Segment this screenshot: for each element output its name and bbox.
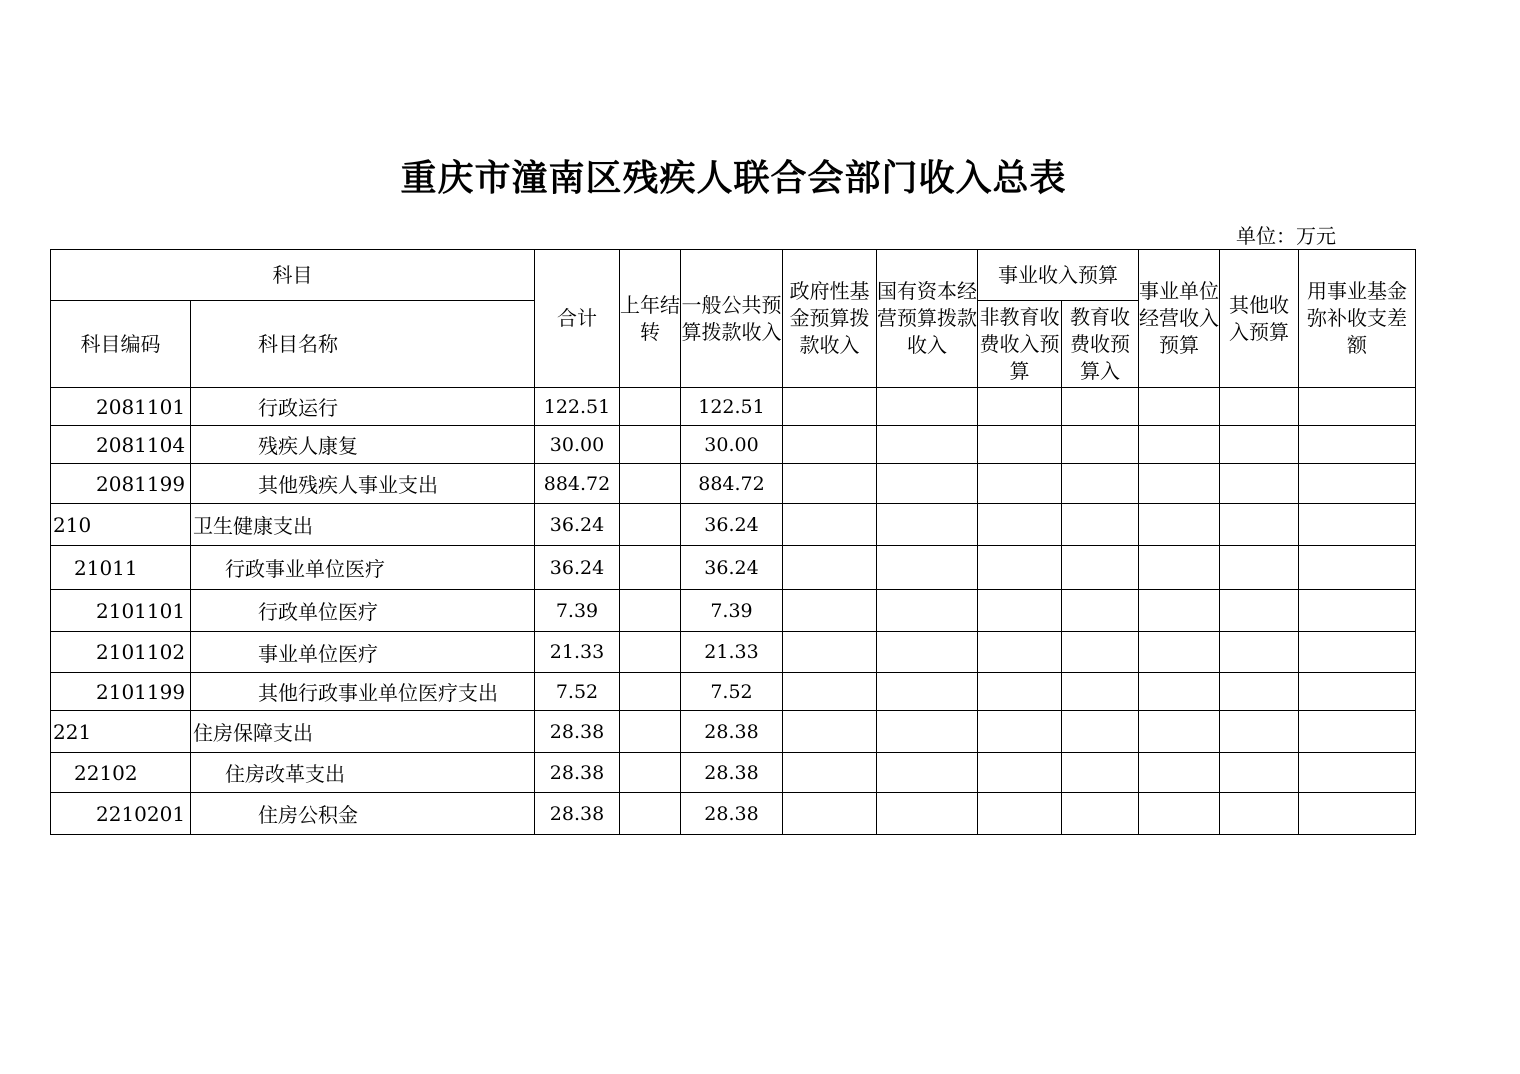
row-code: 221 <box>51 711 191 753</box>
header-non-edu-fee: 非教育收费收入预算 <box>978 301 1062 388</box>
row-total: 21.33 <box>535 632 620 673</box>
header-edu-fee: 教育收费收预算入 <box>1062 301 1139 388</box>
row-general: 7.52 <box>681 673 783 711</box>
header-fund-balance: 用事业基金弥补收支差额 <box>1299 250 1416 388</box>
row-name: 行政事业单位医疗 <box>191 546 535 590</box>
row-code: 2081199 <box>51 464 191 504</box>
row-total: 28.38 <box>535 793 620 835</box>
table-row <box>51 464 1416 504</box>
table-row <box>51 388 1416 426</box>
row-general: 7.39 <box>681 590 783 632</box>
row-name: 残疾人康复 <box>191 426 535 464</box>
table-row <box>51 673 1416 711</box>
header-other-income: 其他收入预算 <box>1220 250 1299 388</box>
row-code: 2081104 <box>51 426 191 464</box>
row-total: 36.24 <box>535 546 620 590</box>
row-general: 21.33 <box>681 632 783 673</box>
table-row <box>51 426 1416 464</box>
row-general: 28.38 <box>681 793 783 835</box>
row-total: 28.38 <box>535 711 620 753</box>
row-name: 住房改革支出 <box>191 753 535 793</box>
row-general: 36.24 <box>681 504 783 546</box>
header-subject: 科目 <box>51 250 535 301</box>
row-general: 884.72 <box>681 464 783 504</box>
row-name: 卫生健康支出 <box>191 504 535 546</box>
table-row <box>51 753 1416 793</box>
row-code: 2101101 <box>51 590 191 632</box>
header-general-budget: 一般公共预算拨款收入 <box>681 250 783 388</box>
row-total: 122.51 <box>535 388 620 426</box>
income-summary-table <box>50 249 1416 835</box>
row-name: 住房公积金 <box>191 793 535 835</box>
table-row <box>51 632 1416 673</box>
row-code: 210 <box>51 504 191 546</box>
header-unit-operating: 事业单位经营收入预算 <box>1139 250 1220 388</box>
row-name: 住房保障支出 <box>191 711 535 753</box>
row-code: 2210201 <box>51 793 191 835</box>
row-code: 21011 <box>51 546 191 590</box>
header-code: 科目编码 <box>51 301 191 388</box>
table-row <box>51 590 1416 632</box>
row-code: 2081101 <box>51 388 191 426</box>
row-general: 122.51 <box>681 388 783 426</box>
row-name: 行政单位医疗 <box>191 590 535 632</box>
row-general: 28.38 <box>681 711 783 753</box>
row-total: 7.39 <box>535 590 620 632</box>
table-row <box>51 793 1416 835</box>
row-code: 2101102 <box>51 632 191 673</box>
header-state-capital: 国有资本经营预算拨款收入 <box>877 250 978 388</box>
row-code: 2101199 <box>51 673 191 711</box>
row-general: 28.38 <box>681 753 783 793</box>
row-total: 7.52 <box>535 673 620 711</box>
header-name: 科目名称 <box>191 301 535 388</box>
header-carryover: 上年结转 <box>620 250 681 388</box>
header-total: 合计 <box>535 250 620 388</box>
table-row <box>51 711 1416 753</box>
row-total: 884.72 <box>535 464 620 504</box>
row-name: 其他残疾人事业支出 <box>191 464 535 504</box>
row-general: 36.24 <box>681 546 783 590</box>
row-total: 36.24 <box>535 504 620 546</box>
unit-label: 单位：万元 <box>1236 224 1336 248</box>
header-business-income: 事业收入预算 <box>978 250 1139 301</box>
row-name: 事业单位医疗 <box>191 632 535 673</box>
row-code: 22102 <box>51 753 191 793</box>
page-title: 重庆市潼南区残疾人联合会部门收入总表 <box>400 158 1067 199</box>
row-name: 行政运行 <box>191 388 535 426</box>
row-total: 30.00 <box>535 426 620 464</box>
table-row <box>51 546 1416 590</box>
row-total: 28.38 <box>535 753 620 793</box>
row-name: 其他行政事业单位医疗支出 <box>191 673 535 711</box>
header-gov-fund: 政府性基金预算拨款收入 <box>783 250 877 388</box>
table-row <box>51 504 1416 546</box>
row-general: 30.00 <box>681 426 783 464</box>
